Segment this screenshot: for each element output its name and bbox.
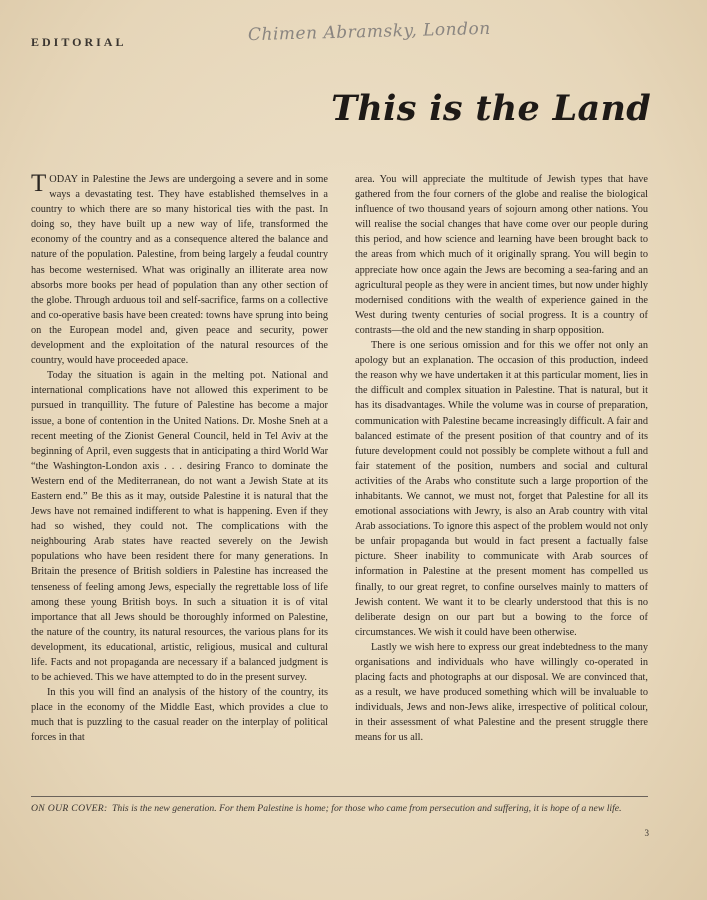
drop-cap: T	[31, 170, 47, 197]
footer-divider	[31, 796, 648, 797]
article-title: This is the Land	[331, 88, 651, 129]
article-column-left	[31, 172, 328, 746]
paragraph: Lastly we wish here to express our great indebtedness to the many organisations and individuals who have willingly co-operated in placing facts and photographs at our disposal. We are convinced that, as a result, we have produced something which will be invaluable to individuals, Jews and non-Jews alike, irrespective of political colour, in their assessment of what Palestine and the present struggle there means for us all.	[355, 641, 648, 744]
cover-caption	[31, 803, 648, 815]
article-column-right	[355, 172, 648, 746]
paragraph: Today the situation is again in the melting pot. National and international complications have not allowed this experiment to be pursued in tranquillity. The future of Palestine has become a major issue, a bone of contention in the United Nations. Dr. Moshe Sneh at a recent meeting of the Zionist General Council, held in Tel Aviv at the beginning of April, even suggests that in anticipating a third World War “the Washington-London axis . . . desiring Franco to dominate the Western end of the Mediterranean, do not want a Jewish State at its Eastern end.” Be this as it may, outside Palestine it is natural that the Jews have not remained indifferent to what is happening. Even if they had so wished, they could not. The complications with the neighbouring Arab states have reacted severely on the Jewish populations who have been resident there for many generations. In Britain the presence of British soldiers in Palestine has increased the tenseness of feeling among Jews, especially the regrettable loss of life among these young British boys. In such a situation it is of vital importance that all Jews should be thoroughly informed on Palestine, the nature of the country, its natural resources, the various plans for its development, its educational, artistic, religious, musical and cultural life. Facts and not propaganda are necessary if a balanced judgment is to be achieved. This we have attempted to do in the present survey.	[31, 370, 328, 684]
paragraph: There is one serious omission and for this we offer not only an apology but an explanation. The occasion of this production, indeed the reason why we have undertaken it at this particular moment, lies in the difficult and complex situation in Palestine. That is natural, but it has its disadvantages. While the volume was in course of preparation, communication with Palestine became increasingly difficult. A fair and balanced estimate of the present position of that country and of its future development could not possibly be complete without a full and fair statement of the position, numbers and social and cultural activities of the Arabs who constitute such a large proportion of the inhabitants. We cannot, we must not, forget that Palestine for all its emotional associations with Jewry, is also an Arab country with vital Arab associations. To ignore this aspect of the problem would not only be unfair propaganda but would in fact present a factually false picture. Sheer inability to communicate with Arab sources of information in Palestine at the present moment has compelled us finally, to our great regret, to confine ourselves mainly to matters of Jewish content. We want it to be clearly understood that this is no deliberate design on our part but a bowing to the force of circumstances. We wish it could have been otherwise.	[355, 340, 648, 638]
paragraph: TODAY in Palestine the Jews are undergoing a severe and in some ways a devastating test. They have established themselves in a country to which there are so many historical ties with the past. In doing so, they have built up a new way of life, transformed the economy of the country and as a consequence altered the balance and nature of the population. Palestine, from being largely a feudal country has become westernised. What was originally an illiterate area now absorbs more books per head of population than any other section of the globe. Through arduous toil and self-sacrifice, farms on a collective and co-operative basis have been created: towns have sprung into being on the European model and, given peace and security, power development and the exploitation of the natural resources of the country, would have proceeded apace.	[31, 170, 328, 367]
cover-caption-text: This is the new generation. For them Palestine is home; for those who came from persecution and suffering, it is hope of a new life.	[111, 803, 622, 814]
paragraph: area. You will appreciate the multitude of Jewish types that have gathered from the four corners of the globe and realise the biological influence of two thousand years of sojourn among other nations. You will realise the social changes that have come over our people during this period, and how science and learning have been brought back to the areas from which much of it originally sprang. You will begin to appreciate how once again the Jews are becoming a sea-faring and an agricultural people as they were in ancient times, but now under highly modernised conditions with the wealth of experience gained in the West during twenty centuries of social progress. It is a country of contrasts—the old and the new standing in sharp opposition.	[355, 174, 648, 336]
section-label: EDITORIAL	[31, 35, 127, 49]
handwritten-signature: Chimen Abramsky, London	[247, 18, 491, 46]
cover-caption-label: ON OUR COVER:	[31, 803, 108, 814]
page-number: 3	[644, 828, 649, 838]
paragraph: In this you will find an analysis of the history of the country, its place in the economy of the Middle East, which provides a clue to much that is puzzling to the casual reader on the interplay of political forces in that	[31, 687, 328, 744]
